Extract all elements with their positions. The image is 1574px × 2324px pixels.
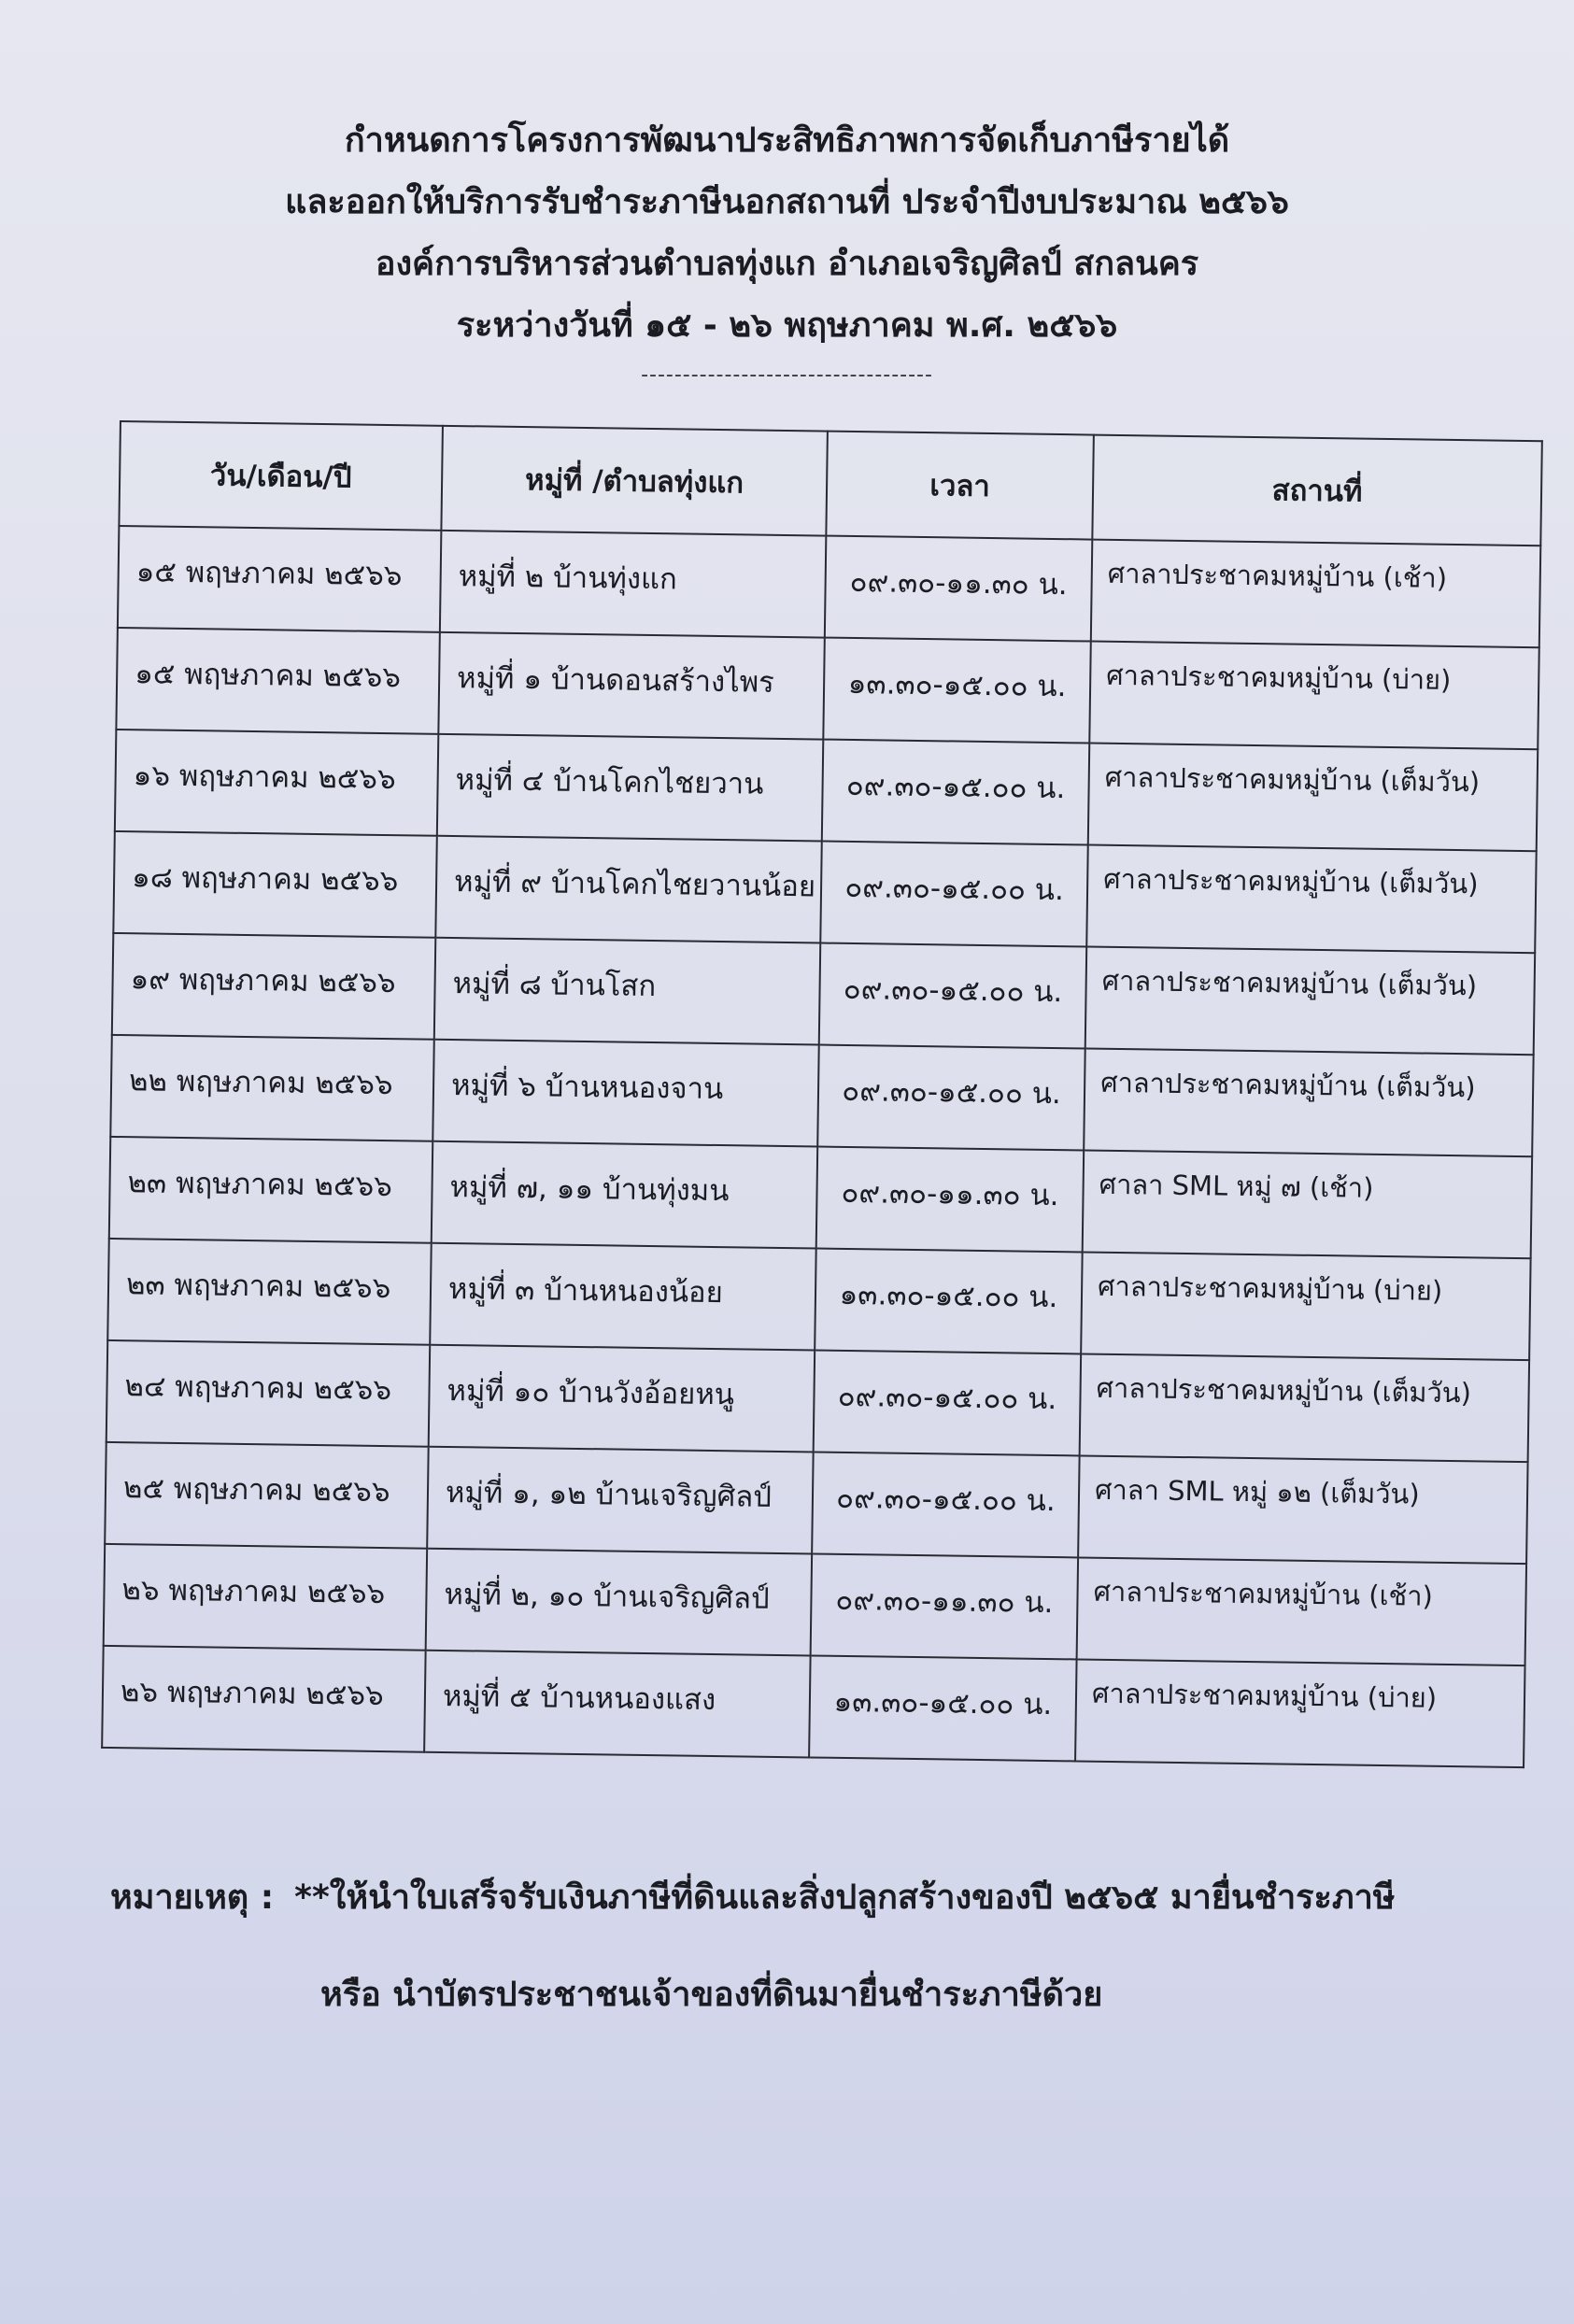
cell-date: ๑๖ พฤษภาคม ๒๕๖๖ [115,730,438,836]
table-row [109,1137,1532,1258]
document-header [0,110,1574,394]
header-divider: ----------------------------------- [641,363,933,387]
cell-village: หมู่ที่ ๔ บ้านโคกไชยวาน [437,734,823,842]
cell-village: หมู่ที่ ๖ บ้านหนองจาน [432,1040,818,1147]
cell-date: ๒๕ พฤษภาคม ๒๕๖๖ [105,1442,428,1549]
cell-date: ๒๓ พฤษภาคม ๒๕๖๖ [107,1239,431,1345]
cell-time: ๐๙.๓๐-๑๕.๐๐ น. [812,1452,1079,1557]
cell-place: ศาลาประชาคมหมู่บ้าน (เต็มวัน) [1085,947,1535,1056]
cell-date: ๒๒ พฤษภาคม ๒๕๖๖ [110,1035,433,1141]
cell-date: ๒๖ พฤษภาคม ๒๕๖๖ [104,1544,427,1651]
table-row [113,831,1536,953]
cell-place: ศาลาประชาคมหมู่บ้าน (เต็มวัน) [1086,845,1536,954]
column-header-place: สถานที่ [1092,435,1542,546]
cell-date: ๒๓ พฤษภาคม ๒๕๖๖ [109,1137,432,1243]
cell-village: หมู่ที่ ๕ บ้านหนองแสง [424,1651,810,1758]
header-date-range: ระหว่างวันที่ ๑๕ - ๒๖ พฤษภาคม พ.ศ. ๒๕๖๖ [456,306,1118,345]
header-title-line-1: กำหนดการโครงการพัฒนาประสิทธิภาพการจัดเก็บภาษีรายได้ [344,121,1230,160]
table-row [106,1340,1529,1462]
header-title-line-3: องค์การบริหารส่วนตำบลทุ่งแก อำเภอเจริญศิลป์ สกลนคร [375,245,1199,283]
table-row [110,1035,1533,1156]
header-title-line-2: และออกให้บริการรับชำระภาษีนอกสถานที่ ประจำปีงบประมาณ ๒๕๖๖ [285,183,1289,221]
table-row [115,730,1538,851]
cell-place: ศาลาประชาคมหมู่บ้าน (บ่าย) [1075,1659,1524,1767]
table-row [107,1239,1530,1360]
table-row [112,933,1535,1055]
cell-time: ๐๙.๓๐-๑๑.๓๐ น. [811,1553,1078,1659]
cell-village: หมู่ที่ ๑๐ บ้านวังอ้อยหนู [429,1345,815,1452]
cell-time: ๐๙.๓๐-๑๕.๐๐ น. [814,1350,1081,1455]
cell-village: หมู่ที่ ๗, ๑๑ บ้านทุ่งมน [432,1141,817,1249]
cell-place: ศาลาประชาคมหมู่บ้าน (บ่าย) [1081,1252,1530,1360]
cell-time: ๐๙.๓๐-๑๕.๐๐ น. [822,740,1089,845]
table-row [118,526,1540,647]
table-header-row [119,421,1541,546]
table-row [116,628,1539,749]
cell-date: ๒๖ พฤษภาคม ๒๕๖๖ [102,1646,425,1752]
column-header-village: หมู่ที่ /ตำบลทุ่งแก [441,426,828,536]
cell-time: ๐๙.๓๐-๑๑.๓๐ น. [825,536,1092,642]
cell-place: ศาลาประชาคมหมู่บ้าน (เต็มวัน) [1088,744,1538,852]
cell-time: ๐๙.๓๐-๑๕.๐๐ น. [817,1045,1085,1151]
cell-time: ๐๙.๓๐-๑๑.๓๐ น. [816,1147,1084,1253]
cell-place: ศาลาประชาคมหมู่บ้าน (เต็มวัน) [1084,1048,1533,1156]
cell-place: ศาลาประชาคมหมู่บ้าน (เช้า) [1077,1557,1526,1665]
cell-village: หมู่ที่ ๒ บ้านทุ่งแก [440,531,826,638]
cell-place: ศาลา SML หมู่ ๑๒ (เต็มวัน) [1078,1455,1527,1564]
remarks-label: หมายเหตุ : [110,1878,275,1917]
remarks-section [110,1870,1530,2023]
cell-village: หมู่ที่ ๑ บ้านดอนสร้างไพร [438,632,824,740]
table-row [105,1442,1527,1564]
cell-time: ๑๓.๓๐-๑๕.๐๐ น. [809,1655,1076,1761]
cell-time: ๐๙.๓๐-๑๕.๐๐ น. [819,943,1086,1049]
cell-village: หมู่ที่ ๑, ๑๒ บ้านเจริญศิลป์ [427,1447,813,1554]
table-row [104,1544,1526,1665]
cell-time: ๐๙.๓๐-๑๕.๐๐ น. [820,842,1087,947]
column-header-date: วัน/เดือน/ปี [119,421,443,531]
cell-village: หมู่ที่ ๓ บ้านหนองน้อย [430,1243,815,1351]
cell-time: ๑๓.๓๐-๑๕.๐๐ น. [823,638,1090,744]
remarks-line-1 [110,1870,1530,1926]
cell-place: ศาลาประชาคมหมู่บ้าน (บ่าย) [1089,642,1539,750]
cell-place: ศาลาประชาคมหมู่บ้าน (เช้า) [1091,540,1540,648]
schedule-table [101,420,1543,1768]
cell-place: ศาลา SML หมู่ ๗ (เช้า) [1083,1150,1532,1258]
cell-date: ๑๘ พฤษภาคม ๒๕๖๖ [113,831,436,938]
cell-date: ๒๔ พฤษภาคม ๒๕๖๖ [106,1340,430,1447]
cell-village: หมู่ที่ ๙ บ้านโคกไชยวานน้อย [435,836,821,943]
cell-place: ศาลาประชาคมหมู่บ้าน (เต็มวัน) [1080,1353,1529,1462]
cell-date: ๑๙ พฤษภาคม ๒๕๖๖ [112,933,435,1040]
cell-date: ๑๕ พฤษภาคม ๒๕๖๖ [116,628,439,734]
remarks-line-2: หรือ นำบัตรประชาชนเจ้าของที่ดินมายื่นชำระภาษีด้วย [320,1976,1103,2014]
column-header-time: เวลา [826,432,1094,540]
table-row [102,1646,1524,1767]
cell-village: หมู่ที่ ๘ บ้านโสก [434,938,820,1045]
cell-date: ๑๕ พฤษภาคม ๒๕๖๖ [118,526,441,632]
cell-village: หมู่ที่ ๒, ๑๐ บ้านเจริญศิลป์ [426,1549,812,1656]
remarks-text-1: **ให้นำใบเสร็จรับเงินภาษีที่ดินและสิ่งปลูกสร้างของปี ๒๕๖๕ มายื่นชำระภาษี [294,1878,1396,1917]
cell-time: ๑๓.๓๐-๑๕.๐๐ น. [815,1248,1082,1353]
